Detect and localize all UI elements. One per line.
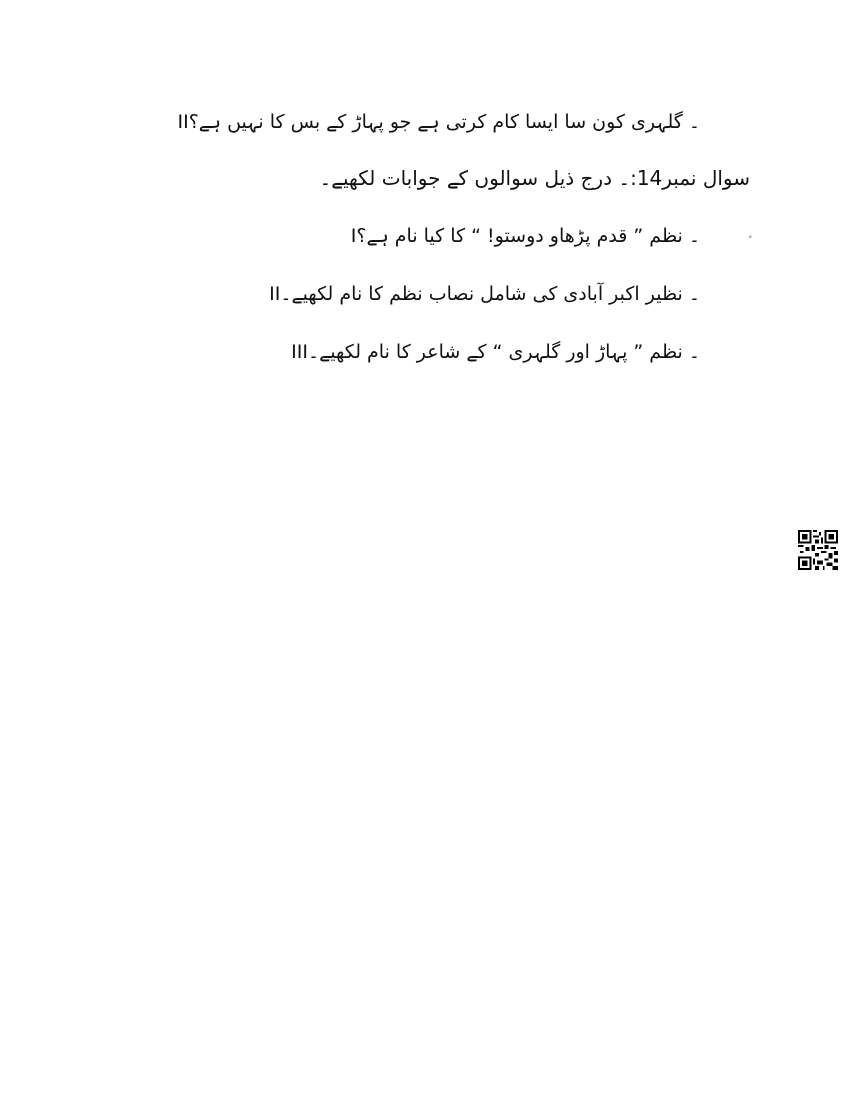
question-14-part-2: II۔ نظیر اکبر آبادی کی شامل نصاب نظم کا نام لکھیے۔: [269, 283, 700, 305]
question-13-part-2: II۔ گلہری کون سا ایسا کام کرتی ہے جو پہاڑ کے بس کا نہیں ہے؟: [177, 111, 700, 133]
question-14-heading: سوال نمبر14:۔ درج ذیل سوالوں کے جوابات لکھیے۔: [319, 166, 750, 190]
question-14-part-3: III۔ نظم ” پہاڑ اور گلہری “ کے شاعر کا نام لکھیے۔: [291, 341, 700, 363]
qr-code-icon: [798, 530, 838, 570]
question-14-part-1: I۔ نظم ” قدم پڑھاو دوستو! “ کا کیا نام ہے؟: [350, 225, 700, 247]
